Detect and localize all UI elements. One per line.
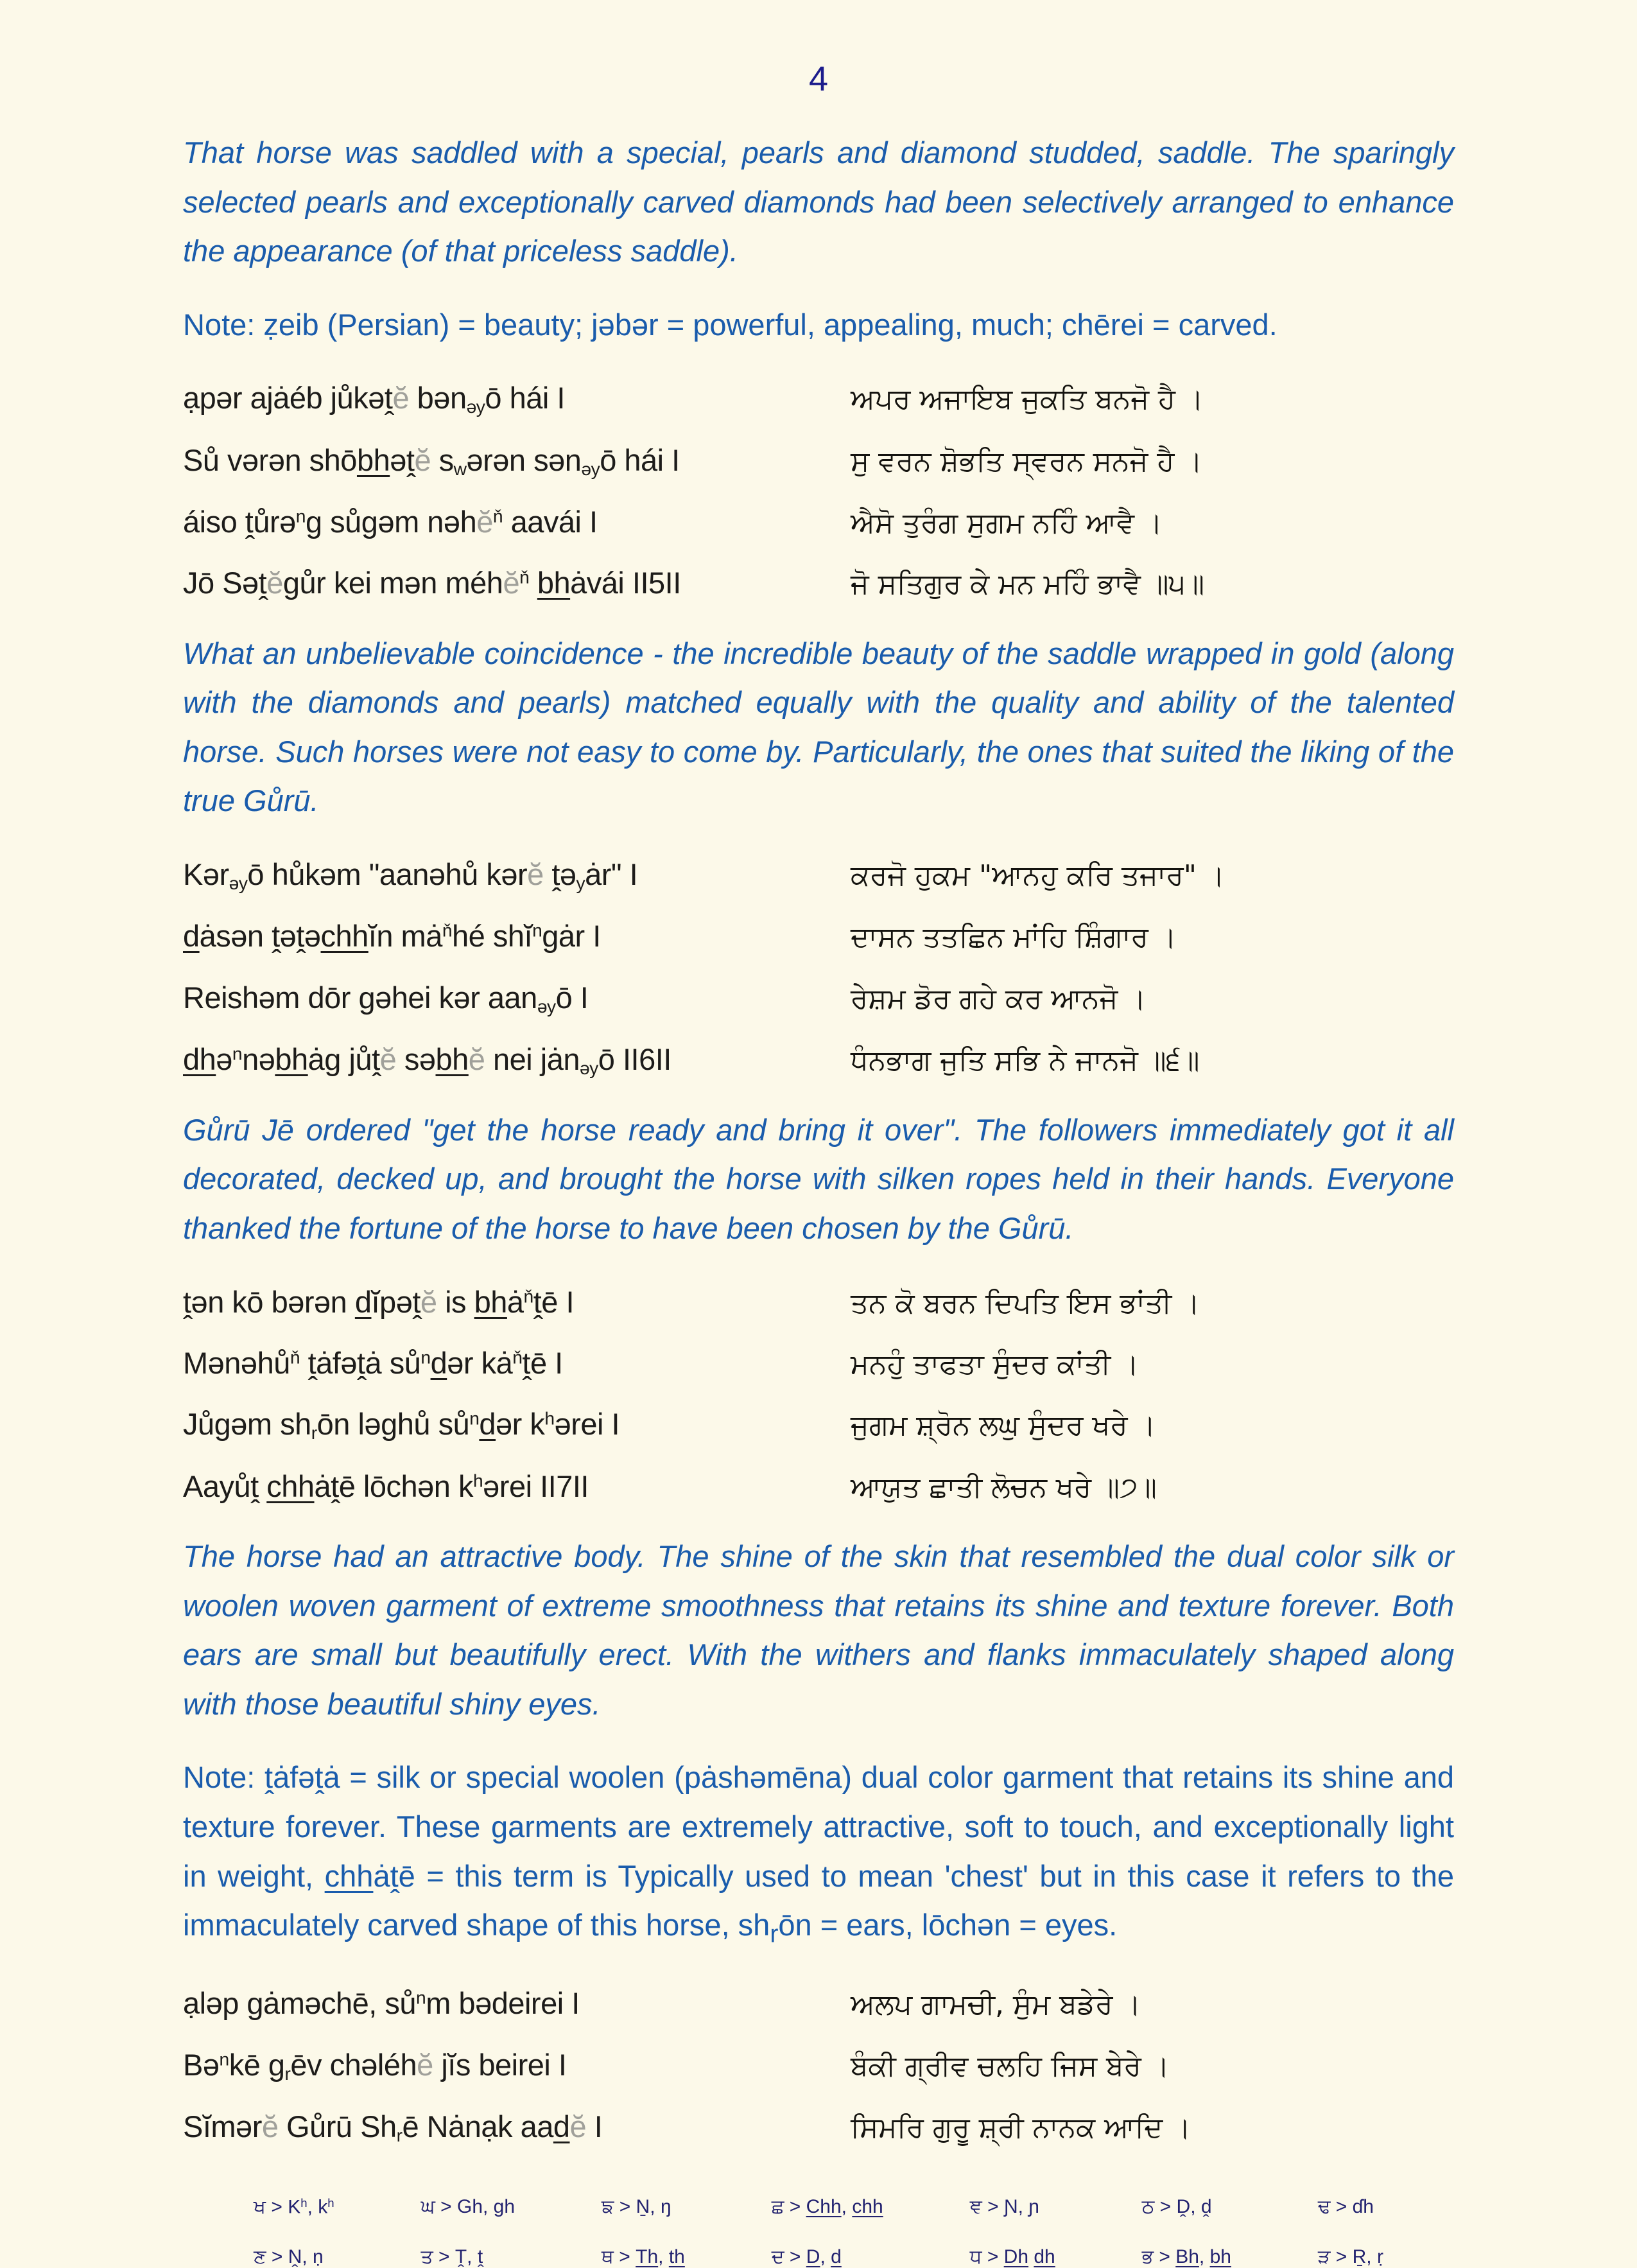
- story-paragraph-4: The horse had an attractive body. The shine of the skin that resembled the dual color silk or woolen woven garment of extreme smoothness that retains its shine and texture forever. Both ears are small but beautifully erect. With the withers and flanks immaculately shaped along with those beautiful shiny eyes.: [183, 1539, 1454, 1721]
- transliteration-text: Bə$^n$kē $g_rēv$ chəléhĕ jĭs beirei I: [183, 2047, 567, 2084]
- verse-line: [183, 854, 1454, 895]
- verse-line: [183, 916, 1454, 956]
- transliteration-text: ṱən kō bərən dĭpəṱĕ is bhȧ$^ň$ṱē I: [183, 1284, 575, 1319]
- verse-block-6: [183, 854, 1454, 1080]
- gurmukhi-text: ਬੰਕੀ ਗ੍ਰੀਵ ਚਲਹਿ ਜਿਸ ਬੇਰੇ ।: [851, 2049, 1170, 2082]
- gurmukhi-text: ਮਨਹੁੰ ਤਾਫਤਾ ਸੁੰਦਰ ਕਾਂਤੀ ।: [851, 1348, 1139, 1381]
- transliteration-text: Mənəhů$^ň$ ṱȧfəṱȧ $sů^ndər$ $kȧ^ňṱē$ I: [183, 1346, 563, 1380]
- transliteration-text: ạpər ajȧéb jůkəṱĕ bən$_{əy}$ō hái I: [183, 381, 565, 417]
- note-paragraph-2: Note: ṱȧfəṱȧ = silk or special woolen (pȧshəmēna) dual color garment that retains its shine and texture forever. These garments are extremely attractive, soft to touch, and exceptionally light in weight, chhȧṱē = this term is Typically used to mean 'chest' but in this case it refers to the immaculately carved shape of this horse, $sh_rōn$ = ears, lōchən = eyes.: [183, 1760, 1454, 1948]
- note-paragraph-1: Note: ẓeib (Persian) = beauty; jəbər = powerful, appealing, much; chērei = carved.: [183, 307, 1278, 342]
- transliteration-text: dhə$^n$nəbhȧg jůṱĕ səbhĕ nei jȧn$_{əy}$ō II6II: [183, 1042, 671, 1078]
- verse-block-8: [183, 1983, 1454, 2147]
- legend-cell: ਘ > Gh, gh: [420, 2196, 515, 2218]
- gurmukhi-text: ਕਰਜੋ ਹੁਕਮ "ਆਨਹੁ ਕਰਿ ਤਜਾਰ" ।: [851, 859, 1225, 892]
- transliteration-text: Jō Səṱĕgůr kei mən méhĕ$^ň$ bhȧvái II5II: [183, 566, 681, 600]
- gurmukhi-text: ਰੇਸ਼ਮ ਡੋਰ ਗਹੇ ਕਰ ਆਨਜੋ ।: [851, 982, 1147, 1015]
- verse-line: [183, 440, 1454, 481]
- legend-cell: ਦ > D, d: [771, 2246, 842, 2268]
- legend-cell: ਥ > Th, th: [601, 2246, 685, 2268]
- verse-line: [183, 502, 1454, 542]
- legend-cell: ੜ > Ṟ, ṛ: [1317, 2246, 1383, 2268]
- transliteration-text: Reishəm dōr gəhei kər aan$_{əy}$ō I: [183, 980, 589, 1016]
- legend-cell: ਖ > $K^h$, $k^h$: [254, 2196, 334, 2218]
- legend-cell: ਛ > Chh, chh: [771, 2196, 883, 2218]
- gurmukhi-text: ਅਪਰ ਅਜਾਇਬ ਜੁਕਤਿ ਬਨਜੋ ਹੈ ।: [851, 383, 1204, 416]
- transliteration-text: ạləp gȧməchē, $sů^nm$ bədeirei I: [183, 1986, 580, 2021]
- verse-line: [183, 1404, 1454, 1445]
- story-paragraph-2: What an unbelievable coincidence - the incredible beauty of the saddle wrapped in gold (along with the diamonds and pearls) matched equally with the quality and ability of the talented horse. Such horses were not easy to come by. Particularly, the ones that suited the liking of the true Gůrū.: [183, 636, 1454, 818]
- legend-cell: ਤ > Ṱ, ṱ: [420, 2246, 483, 2268]
- page-number: 4: [808, 60, 829, 98]
- verse-block-5: [183, 378, 1454, 603]
- transliteration-text: Kər$_{əy}$ō hůkəm "aanəhů kərĕ ṱə$_y$ȧr" I: [183, 857, 638, 894]
- verse-line: [183, 378, 1454, 419]
- transliteration-text: Jůgəm $sh_rōn$ ləghů $sů^ndər$ $k^hərei$ I: [183, 1407, 620, 1444]
- transliteration-text: Sĭmərĕ Gůrū $Sh_rē$ Nȧnạk aadĕ I: [183, 2109, 603, 2146]
- gurmukhi-text: ਆਯੁਤ ਛਾਤੀ ਲੋਚਨ ਖਰੇ ॥੭॥: [851, 1470, 1157, 1504]
- phonetic-legend: [254, 2196, 1383, 2268]
- legend-cell: ਭ > Bh, bh: [1141, 2246, 1231, 2268]
- gurmukhi-text: ਜੋ ਸਤਿਗੁਰ ਕੇ ਮਨ ਮਹਿੰ ਭਾਵੈ ॥੫॥: [851, 568, 1205, 601]
- verse-line: [183, 977, 1454, 1018]
- verse-block-7: [183, 1282, 1454, 1506]
- verse-line: [183, 1282, 1454, 1322]
- gurmukhi-text: ਸਿਮਰਿ ਗੁਰੂ ਸ਼੍ਰੀ ਨਾਨਕ ਆਦਿ ।: [851, 2111, 1191, 2145]
- story-paragraph-3: Gůrū Jē ordered "get the horse ready and bring it over". The followers immediately got it all decorated, decked up, and brought the horse with silken ropes held in their hands. Everyone thanked the fortune of the horse to have been chosen by the Gůrū.: [183, 1112, 1454, 1245]
- verse-line: [183, 1983, 1454, 2023]
- gurmukhi-text: ਐਸੋ ਤੁਰੰਗ ਸੁਗਮ ਨਹਿੰ ਆਵੈ ।: [851, 506, 1163, 539]
- verse-line: [183, 1039, 1454, 1080]
- verse-line: [183, 2106, 1454, 2147]
- verse-line: [183, 1343, 1454, 1383]
- gurmukhi-text: ਦਾਸਨ ਤਤਛਿਨ ਮਾਂਹਿ ਸ਼ਿੰਗਾਰ ।: [851, 921, 1177, 954]
- gurmukhi-text: ਜੁਗਮ ਸ਼੍ਰੋਨ ਲਘੁ ਸੁੰਦਰ ਖਰੇ ।: [851, 1409, 1156, 1442]
- verse-line: [183, 2045, 1454, 2086]
- transliteration-text: áiso ṱůrə$^n$g sůgəm nəhĕ$^ň$ aavái I: [183, 504, 598, 539]
- legend-cell: ਧ > Dh dh: [969, 2246, 1055, 2268]
- legend-cell: ਠ > Ḓ, ḓ: [1141, 2196, 1212, 2218]
- gurmukhi-text: ਸੁ ਵਰਨ ਸ਼ੋਭਤਿ ਸ੍ਵਰਨ ਸਨਜੋ ਹੈ ।: [851, 444, 1202, 478]
- verse-line: [183, 563, 1454, 603]
- legend-cell: ਙ > Ṉ, ŋ: [601, 2196, 671, 2218]
- gurmukhi-text: ਤਨ ਕੋ ਬਰਨ ਦਿਪਤਿ ਇਸ ਭਾਂਤੀ ।: [851, 1286, 1200, 1320]
- transliteration-text: dȧsən ṱəṱəchhĭn $mȧ^ňhé$ shĭ$^n$gȧr I: [183, 919, 601, 954]
- legend-cell: ਞ > Ɲ, ɲ: [969, 2196, 1039, 2218]
- story-paragraph-1: That horse was saddled with a special, pearls and diamond studded, saddle. The sparingly selected pearls and exceptionally carved diamonds had been selectively arranged to enhance the appearance (of that priceless saddle).: [183, 135, 1454, 268]
- transliteration-text: Aayůṱ chhȧṱē lōchən $k^hərei$ II7II: [183, 1469, 589, 1503]
- gurmukhi-text: ਅਲਪ ਗਾਮਚੀ, ਸੁੰਮ ਬਡੇਰੇ ।: [851, 1988, 1141, 2021]
- legend-cell: ਢ > ɗh: [1317, 2196, 1374, 2218]
- legend-cell: ਣ > Ṋ, ṇ: [254, 2246, 324, 2268]
- transliteration-text: Sů vərən shōbhəṱĕ $s_wərən$ sən$_{əy}$ō hái I: [183, 442, 680, 479]
- verse-line: [183, 1466, 1454, 1506]
- gurmukhi-text: ਧੰਨਭਾਗ ਜੁਤਿ ਸਭਿ ਨੇ ਜਾਨਜੋ ॥੬॥: [851, 1043, 1200, 1077]
